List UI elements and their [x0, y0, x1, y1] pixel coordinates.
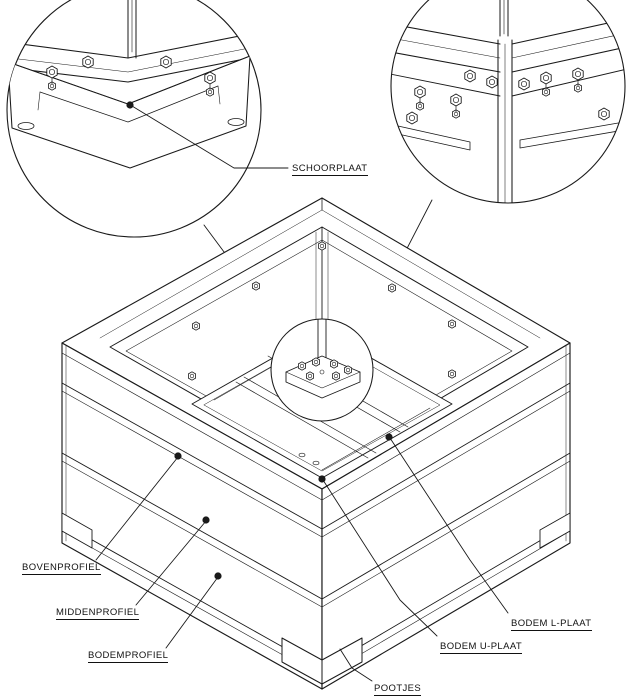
callout-label-bovenprofiel: BOVENPROFIEL: [22, 562, 101, 573]
callout-label-bodemprofiel: BODEMPROFIEL: [88, 650, 169, 661]
callout-label-middenprofiel: MIDDENPROFIEL: [56, 607, 140, 618]
detail-right-circle: [380, 0, 637, 210]
callout-label-schoorplaat: SCHOORPLAAT: [292, 163, 368, 174]
callout-label-pootjes: POOTJES: [374, 683, 422, 694]
detail-left-circle: [0, 0, 300, 237]
callout-label-bodem-l-plaat: BODEM L-PLAAT: [511, 618, 592, 629]
callout-label-bodem-u-plaat: BODEM U-PLAAT: [440, 641, 523, 652]
